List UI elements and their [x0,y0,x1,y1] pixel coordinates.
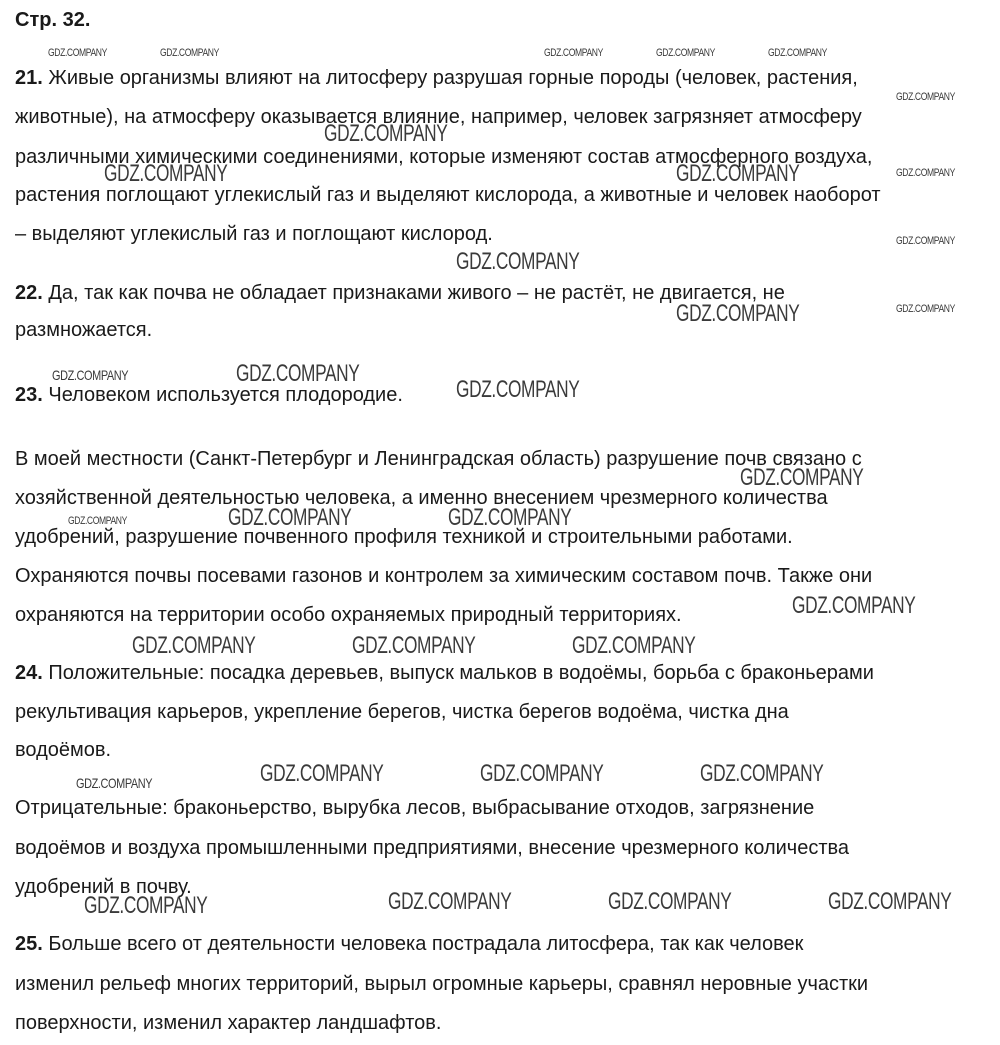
answer-text: Да, так как почва не обладает признаками живого – не растёт, не двигается, не [42,282,785,304]
answer-number: 24. [15,662,43,684]
watermark: GDZ.COMPANY [388,888,512,915]
answer-24-negative-line-2: водоёмов и воздуха промышленными предприятиями, внесение чрезмерного количества [15,837,850,859]
watermark: GDZ.COMPANY [456,248,580,275]
watermark: GDZ.COMPANY [896,91,955,103]
answer-24-line-1 [15,660,874,686]
answer-number: 22. [15,282,43,304]
watermark: GDZ.COMPANY [52,367,129,383]
watermark: GDZ.COMPANY [896,167,955,179]
answer-24-line-3: водоёмов. [15,739,112,761]
answer-23-paragraph-line-4: Охраняются почвы посевами газонов и контролем за химическим составом почв. Также они [15,565,873,587]
page-number-heading: Стр. 32. [15,9,91,31]
watermark: GDZ.COMPANY [676,300,800,327]
answer-21-line-1 [15,65,858,91]
answer-23-paragraph-line-1: В моей местности (Санкт-Петербург и Ленинградская область) разрушение почв связано с [15,448,862,470]
watermark: GDZ.COMPANY [236,360,360,387]
answer-25-line-2: изменил рельеф многих территорий, вырыл огромные карьеры, сравнял неровные участки [15,973,869,995]
watermark: GDZ.COMPANY [896,303,955,315]
watermark: GDZ.COMPANY [456,376,580,403]
watermark: GDZ.COMPANY [84,892,208,919]
watermark: GDZ.COMPANY [448,504,572,531]
answer-23-paragraph-line-5: охраняются на территории особо охраняемых природный территориях. [15,604,682,626]
answer-21-line-3: различными химическими соединениями, которые изменяют состав атмосферного воздуха, [15,146,873,168]
watermark: GDZ.COMPANY [608,888,732,915]
answer-25-line-1 [15,931,803,957]
answer-21-line-5: – выделяют углекислый газ и поглощают кислород. [15,223,493,245]
answer-number: 23. [15,384,43,406]
watermark: GDZ.COMPANY [260,760,384,787]
answer-23-paragraph-line-2: хозяйственной деятельностью человека, а именно внесением чрезмерного количества [15,487,828,509]
watermark: GDZ.COMPANY [544,47,603,59]
answer-text: Человеком используется плодородие. [42,384,403,406]
watermark: GDZ.COMPANY [48,47,107,59]
answer-number: 25. [15,933,43,955]
watermark: GDZ.COMPANY [896,235,955,247]
watermark: GDZ.COMPANY [104,160,228,187]
watermark: GDZ.COMPANY [324,120,448,147]
watermark: GDZ.COMPANY [480,760,604,787]
answer-24-negative-line-3: удобрений в почву. [15,876,192,898]
watermark: GDZ.COMPANY [228,504,352,531]
watermark: GDZ.COMPANY [740,464,864,491]
answer-22-line-1 [15,280,785,306]
answer-21-line-2: животные), на атмосферу оказывается влияние, например, человек загрязняет атмосферу [15,106,862,128]
answer-24-line-2: рекультивация карьеров, укрепление берегов, чистка берегов водоёма, чистка дна [15,701,789,723]
watermark: GDZ.COMPANY [700,760,824,787]
watermark: GDZ.COMPANY [160,47,219,59]
answer-25-line-3: поверхности, изменил характер ландшафтов. [15,1012,442,1034]
watermark: GDZ.COMPANY [792,592,916,619]
watermark: GDZ.COMPANY [572,632,696,659]
watermark: GDZ.COMPANY [132,632,256,659]
answer-number: 21. [15,67,43,89]
watermark: GDZ.COMPANY [828,888,952,915]
watermark: GDZ.COMPANY [68,515,127,527]
watermark: GDZ.COMPANY [676,160,800,187]
answer-text: Живые организмы влияют на литосферу разрушая горные породы (человек, растения, [42,67,858,89]
answer-24-negative-line-1: Отрицательные: браконьерство, вырубка лесов, выбрасывание отходов, загрязнение [15,797,815,819]
watermark: GDZ.COMPANY [352,632,476,659]
watermark: GDZ.COMPANY [768,47,827,59]
answer-text: Больше всего от деятельности человека пострадала литосфера, так как человек [42,933,804,955]
answer-text: Положительные: посадка деревьев, выпуск мальков в водоёмы, борьба с браконьерами [42,662,874,684]
watermark: GDZ.COMPANY [76,775,153,791]
watermark: GDZ.COMPANY [656,47,715,59]
answer-23-paragraph-line-3: удобрений, разрушение почвенного профиля техникой и строительными работами. [15,526,793,548]
answer-21-line-4: растения поглощают углекислый газ и выделяют кислорода, а животные и человек наоборот [15,184,881,206]
answer-22-line-2: размножается. [15,319,153,341]
